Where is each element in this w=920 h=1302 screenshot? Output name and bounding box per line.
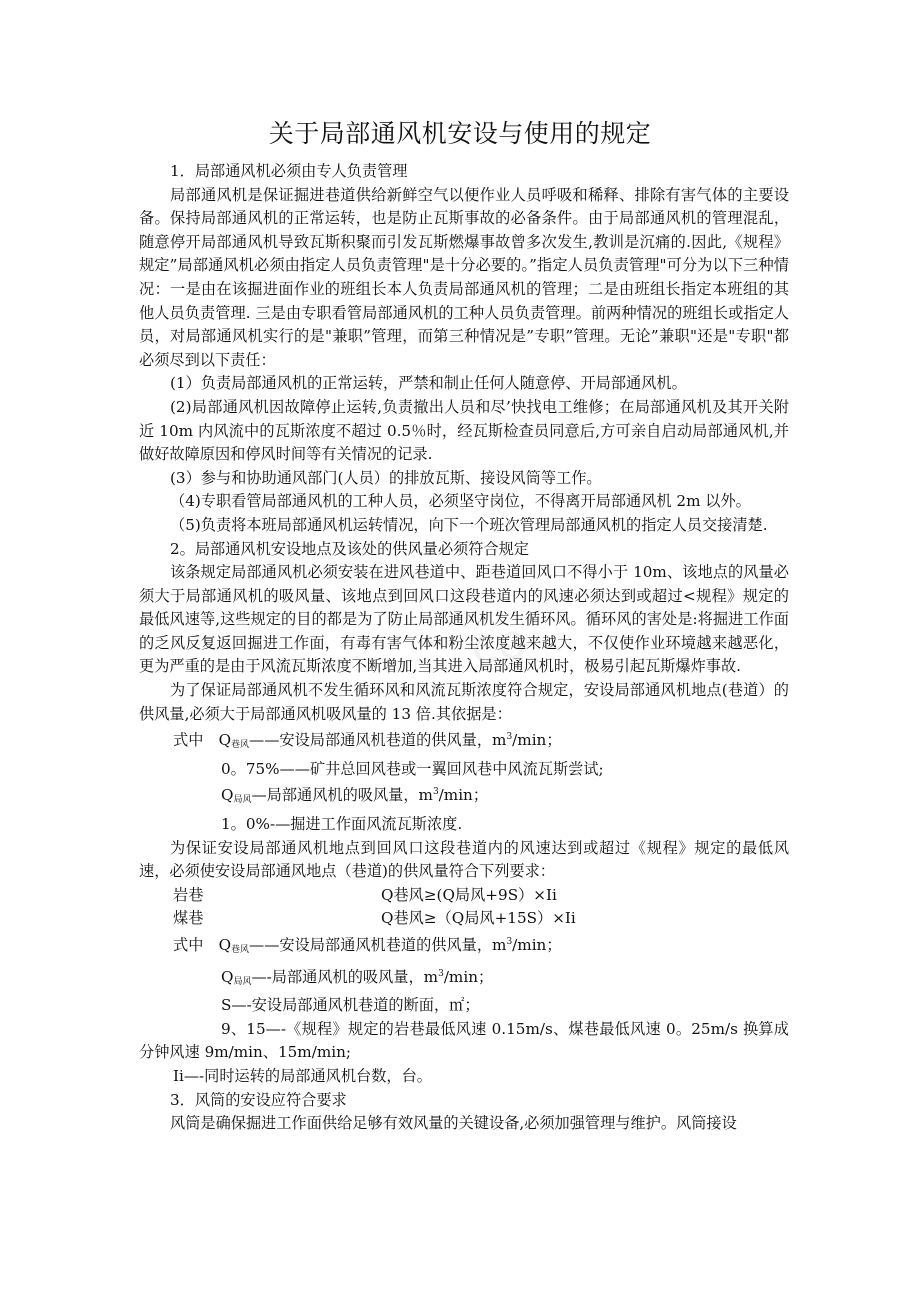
- formula-2-line-1: [139, 931, 789, 963]
- formula-2-line-4: 9、15—-《规程》规定的岩巷最低风速 0.15m/s、煤巷最低风速 0。25m/s 换算成分钟风速 9m/min、15m/min;: [139, 1019, 789, 1062]
- formula-2-line-2-superscript: 3: [438, 968, 444, 979]
- formula-2-line-2-subscript: 局风: [233, 976, 252, 987]
- section-1-heading: 1．局部通风机必须由专人负责管理: [170, 162, 408, 180]
- section-3-paragraph: 风筒是确保掘进工作面供给足够有效风量的关键设备,必须加强管理与维护。风筒接设: [170, 1114, 737, 1133]
- coal-roadway-row: [139, 907, 789, 931]
- section-3-heading: 3．风筒的安设应符合要求: [170, 1090, 347, 1109]
- formula-2-unit: /min；: [512, 936, 562, 954]
- coal-roadway-formula: Q巷风≥（Q局风+15S）×Iⅰ: [381, 909, 576, 928]
- section-2-heading: 2。局部通风机安设地点及该处的供风量必须符合规定: [170, 539, 529, 558]
- formula-2-lead: 式中 Q: [173, 936, 232, 954]
- formula-1-line-3-subscript: 局风: [233, 795, 252, 806]
- formula-1-line-3-unit: /min；: [438, 786, 489, 805]
- formula-1-line-3-text: —局部通风机的吸风量，m: [251, 786, 433, 805]
- formula-1-line-1: [139, 726, 789, 758]
- section-2-paragraph-3: 为保证安设局部通风机地点到回风口这段巷道内的风速达到或超过《规程》规定的最低风速，必须使安设局部通风地点（巷道)的供风量符合下列要求：: [139, 838, 789, 881]
- formula-2-subscript: 巷风: [231, 945, 250, 955]
- formula-2-superscript: 3: [506, 937, 513, 947]
- formula-1-line-3-superscript: 3: [432, 787, 439, 798]
- rock-roadway-label: 岩巷: [173, 885, 204, 904]
- formula-1-text: ——安设局部通风机巷道的供风量，m: [249, 731, 507, 750]
- formula-1-lead: 式中 Q: [173, 731, 232, 750]
- formula-1-subscript: 巷风: [231, 740, 250, 751]
- formula-1-line-3: [139, 781, 789, 813]
- formula-1-line-4: 1。0%-—掘进工作面风流瓦斯浓度.: [221, 815, 463, 834]
- formula-2-line-2-unit: /min；: [443, 967, 494, 986]
- document-body: [139, 160, 789, 1136]
- formula-2-text: ——安设局部通风机巷道的供风量，m: [249, 936, 507, 954]
- formula-2-line-5: Iⅰ—-同时运转的局部通风机台数，台。: [173, 1066, 432, 1085]
- section-1-item-5: （5)负责将本班局部通风机运转情况，向下一个班次管理局部通风机的指定人员交接清楚.: [170, 515, 768, 534]
- rock-roadway-formula: Q巷风≥(Q局风+9S）×Iⅰ: [381, 885, 557, 904]
- formula-2-line-2: [139, 963, 789, 995]
- formula-1-line-2: 0。75%——矿井总回风巷或一翼回风巷中风流瓦斯尝试;: [221, 759, 604, 778]
- formula-2-line-3: S—-安设局部通风机巷道的断面，㎡；: [221, 996, 480, 1015]
- formula-1-unit: /min；: [512, 731, 562, 750]
- section-1-item-3: (3）参与和协助通风部门(人员）的排放瓦斯、接设风筒等工作。: [170, 468, 602, 487]
- section-1-item-4: （4)专职看管局部通风机的工种人员，必须坚守岗位，不得离开局部通风机 2m 以外。: [170, 492, 751, 511]
- watermark: co: [467, 612, 531, 677]
- coal-roadway-label: 煤巷: [173, 909, 204, 928]
- formula-2-line-2-q: Q: [221, 967, 234, 986]
- section-1-item-1: (1）负责局部通风机的正常运转，严禁和制止任何人随意停、开局部通风机。: [170, 374, 687, 393]
- document-title: 关于局部通风机安设与使用的规定: [268, 119, 652, 148]
- section-2-paragraph-1: 该条规定局部通风机必须安装在进风巷道中、距巷道回风口不得小于 10m、该地点的风量必须大于局部通风机的吸风量、该地点到回风口这段巷道内的风速必须达到或超过<规程》规定的最低风速等,这些规定的目的都是为了防止局部通风机发生循环风。循环风的害处是:将掘进工作面的乏风反复返回掘进工作面，有毒有害气体和粉尘浓度越来越大，不仅使作业环境越来越恶化，更为严重的是由于风流瓦斯浓度不断增加,当其进入局部通风机时，极易引起瓦斯爆炸事故.: [139, 563, 789, 676]
- section-2-paragraph-2: 为了保证局部通风机不发生循环风和风流瓦斯浓度符合规定，安设局部通风机地点(巷道）的供风量,必须大于局部通风机吸风量的 13 倍.其依据是：: [139, 681, 789, 723]
- section-1-item-2: (2)局部通风机因故障停止运转,负责撤出人员和尽’快找电工维修；在局部通风机及其开关附近 10m 内风流中的瓦斯浓度不超过 0.5％时，经瓦斯检查员同意后,方可亲自启动局部通风机,并做好故障原因和停风时间等有关情况的记录.: [139, 397, 789, 464]
- formula-2-line-2-text: —-局部通风机的吸风量，m: [251, 967, 439, 986]
- formula-1-line-3-q: Q: [221, 786, 234, 805]
- section-1-paragraph: 局部通风机是保证掘进巷道供给新鲜空气以便作业人员呼吸和稀释、排除有害气体的主要设备。保持局部通风机的正常运转，也是防止瓦斯事故的必备条件。由于局部通风机的管理混乱，随意停开局部通风机导致瓦斯积聚而引发瓦斯燃爆事故曾多次发生,教训是沉痛的.因此,《规程》规定”局部通风机必须由指定人员负责管理"是十分必要的。”指定人员负责管理"可分为以下三种情况：一是由在该掘进面作业的班组长本人负责局部通风机的管理；二是由班组长指定本班组的其他人员负责管理. 三是由专职看管局部通风机的工种人员负责管理。前两种情况的班组长或指定人员，对局部通风机实行的是"兼职”管理，而第三种情况是”专职”管理。无论”兼职"还是"专职"都必须尽到以下责任：: [139, 185, 789, 369]
- formula-1-superscript: 3: [506, 732, 513, 743]
- rock-roadway-row: [139, 884, 789, 908]
